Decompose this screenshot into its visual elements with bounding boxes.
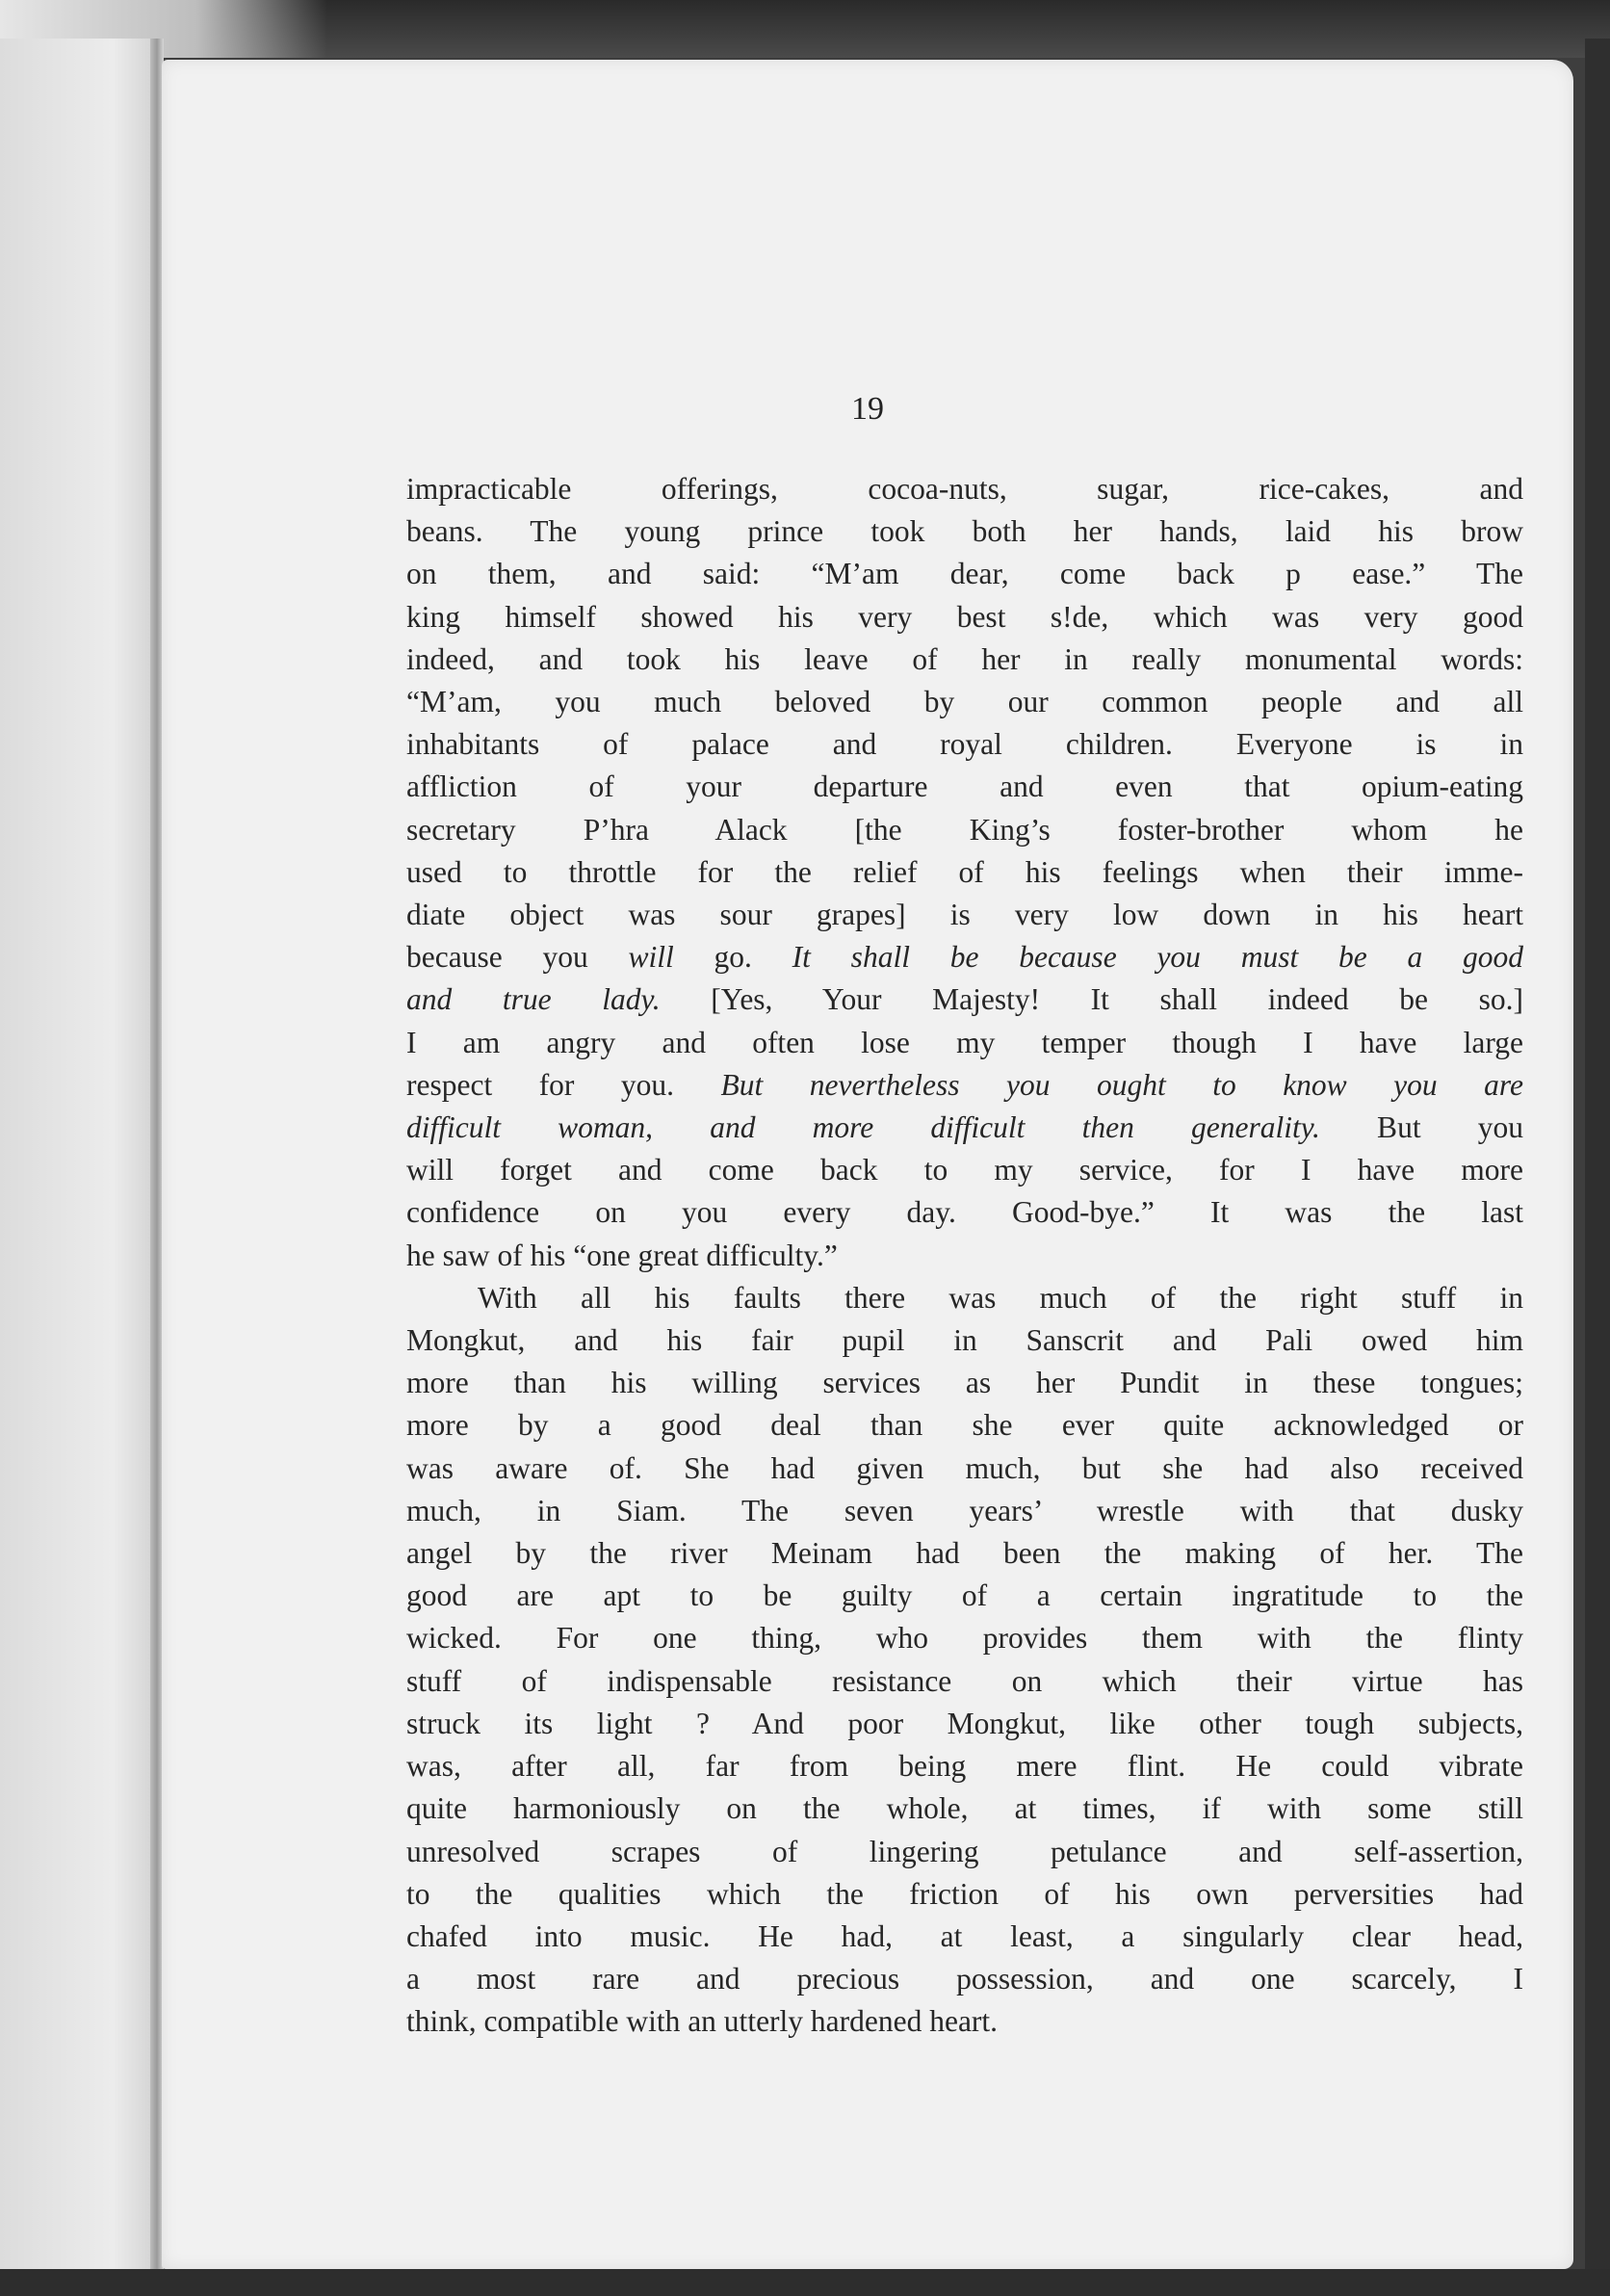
text-line bbox=[406, 766, 1523, 808]
text-span: quite harmoniously on the whole, at times, if with some still bbox=[406, 1791, 1523, 1826]
text-span: much, in Siam. The seven years’ wrestle with that dusky bbox=[406, 1493, 1523, 1527]
text-line bbox=[406, 1448, 1523, 1490]
text-span: wicked. For one thing, who provides them with the flinty bbox=[406, 1621, 1523, 1656]
text-span: because you bbox=[406, 940, 629, 975]
text-line bbox=[406, 1022, 1523, 1064]
text-span: was, after all, far from being mere flint. He could vibrate bbox=[406, 1749, 1523, 1784]
text-line bbox=[406, 894, 1523, 936]
page-number: 19 bbox=[851, 391, 884, 427]
text-line bbox=[406, 936, 1523, 978]
text-span: good are apt to be guilty of a certain ingratitude to the bbox=[406, 1578, 1523, 1613]
text-span: think, compatible with an utterly hardened heart. bbox=[406, 2004, 999, 2039]
text-span: will forget and come back to my service, for I have more bbox=[406, 1153, 1523, 1187]
text-line bbox=[406, 1787, 1523, 1830]
text-span: respect for you. bbox=[406, 1067, 721, 1102]
text-line bbox=[406, 1532, 1523, 1575]
scan-bottom-edge bbox=[0, 2269, 1610, 2296]
text-line bbox=[406, 723, 1523, 766]
text-line bbox=[406, 639, 1523, 681]
text-line bbox=[406, 1277, 1523, 1319]
text-line bbox=[406, 1745, 1523, 1787]
text-span: With all his faults there was much of the right stuff in bbox=[478, 1280, 1523, 1315]
text-line bbox=[406, 1064, 1523, 1107]
text-span: used to throttle for the relief of his feelings when their imme- bbox=[406, 854, 1523, 889]
text-span: diate object was sour grapes] is very low down in his heart bbox=[406, 898, 1523, 932]
text-line bbox=[406, 1617, 1523, 1659]
scan-top-edge bbox=[0, 0, 1610, 58]
text-line bbox=[406, 1107, 1523, 1149]
italic-span: will bbox=[628, 940, 674, 975]
text-line bbox=[406, 1873, 1523, 1916]
italic-span: But nevertheless you ought to know you are bbox=[720, 1067, 1523, 1102]
text-span: beans. The young prince took both her hands, laid his brow bbox=[406, 514, 1523, 549]
text-span: unresolved scrapes of lingering petulance and self-assertion, bbox=[406, 1834, 1523, 1868]
text-line bbox=[406, 681, 1523, 723]
text-span: angel by the river Meinam had been the making of her. The bbox=[406, 1536, 1523, 1571]
text-line bbox=[406, 1490, 1523, 1532]
text-span: on them, and said: “M’am dear, come back p ease.” The bbox=[406, 557, 1523, 591]
text-span: was aware of. She had given much, but she had also received bbox=[406, 1450, 1523, 1485]
italic-span: and true lady. bbox=[406, 982, 661, 1017]
text-span: secretary P’hra Alack [the King’s foster-brother whom he bbox=[406, 812, 1523, 847]
text-line bbox=[406, 510, 1523, 553]
text-line bbox=[406, 1319, 1523, 1362]
text-span: [Yes, Your Majesty! It shall indeed be so.] bbox=[660, 982, 1523, 1017]
text-line bbox=[406, 1404, 1523, 1447]
text-span: king himself showed his very best s!de, which was very good bbox=[406, 599, 1523, 634]
text-span: stuff of indispensable resistance on which their virtue has bbox=[406, 1663, 1523, 1698]
text-span: impracticable offerings, cocoa-nuts, sugar, rice-cakes, and bbox=[406, 472, 1523, 506]
text-span: affliction of your departure and even that opium-eating bbox=[406, 770, 1523, 804]
text-line bbox=[406, 1660, 1523, 1703]
body-text bbox=[406, 468, 1523, 2044]
text-span: to the qualities which the friction of his own perversities had bbox=[406, 1876, 1523, 1911]
text-span: I am angry and often lose my temper though I have large bbox=[406, 1025, 1523, 1059]
text-span: struck its light ? And poor Mongkut, like other tough subjects, bbox=[406, 1706, 1523, 1740]
text-line bbox=[406, 1191, 1523, 1234]
italic-span: It shall be because you must be a good bbox=[792, 940, 1523, 975]
text-line bbox=[406, 1703, 1523, 1745]
text-line bbox=[406, 596, 1523, 639]
text-span: chafed into music. He had, at least, a singularly clear head, bbox=[406, 1918, 1523, 1953]
text-line bbox=[406, 1916, 1523, 1958]
text-line bbox=[406, 1958, 1523, 2000]
facing-page-edge bbox=[0, 39, 162, 2292]
text-line bbox=[406, 978, 1523, 1021]
italic-span: difficult woman, and more difficult then generality. bbox=[406, 1110, 1320, 1145]
text-line bbox=[406, 1831, 1523, 1873]
text-span: inhabitants of palace and royal children. Everyone is in bbox=[406, 727, 1523, 762]
text-span: indeed, and took his leave of her in really monumental words: bbox=[406, 641, 1523, 676]
text-span: But you bbox=[1319, 1110, 1524, 1145]
text-line bbox=[406, 1235, 1523, 1277]
text-line bbox=[406, 809, 1523, 851]
text-line bbox=[406, 1149, 1523, 1191]
text-span: more than his willing services as her Pundit in these tongues; bbox=[406, 1366, 1523, 1400]
text-line bbox=[406, 2000, 1523, 2043]
paragraph bbox=[406, 468, 1523, 1277]
text-line bbox=[406, 851, 1523, 894]
text-line bbox=[406, 468, 1523, 510]
text-line bbox=[406, 1362, 1523, 1404]
text-span: more by a good deal than she ever quite acknowledged or bbox=[406, 1408, 1523, 1443]
scan-right-edge bbox=[1585, 39, 1610, 2292]
text-span: Mongkut, and his fair pupil in Sanscrit and Pali owed him bbox=[406, 1323, 1523, 1358]
text-line bbox=[406, 1575, 1523, 1617]
paragraph bbox=[406, 1277, 1523, 2044]
text-line bbox=[406, 553, 1523, 595]
text-span: he saw of his “one great difficulty.” bbox=[406, 1238, 838, 1272]
text-span: confidence on you every day. Good-bye.” It was the last bbox=[406, 1195, 1523, 1230]
text-span: “M’am, you much beloved by our common people and all bbox=[406, 685, 1523, 719]
book-page bbox=[162, 60, 1573, 2269]
text-span: go. bbox=[673, 940, 792, 975]
text-span: a most rare and precious possession, and one scarcely, I bbox=[406, 1962, 1523, 1996]
